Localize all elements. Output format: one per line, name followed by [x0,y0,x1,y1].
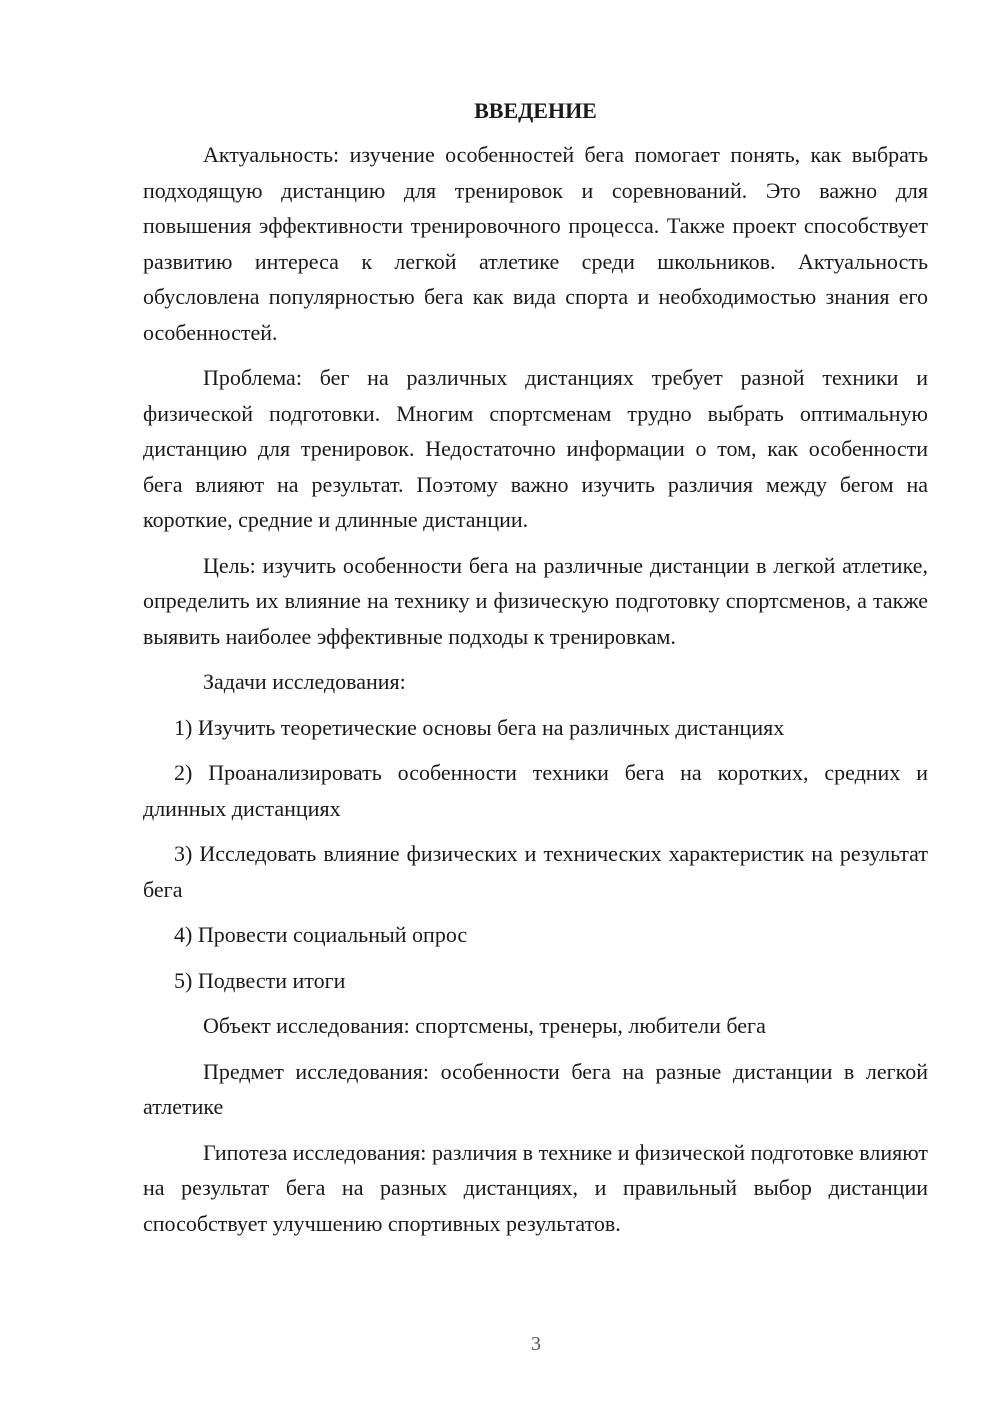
object-paragraph: Объект исследования: спортсмены, тренеры, любители бега [203,1013,766,1038]
subject-paragraph: Предмет исследования: особенности бега на разные дистанции в легкой атлетике [143,1058,928,1119]
task-item: 4) Провести социальный опрос [174,922,468,947]
task-item: 2) Проанализировать особенности техники бега на коротких, средних и длинных дистанциях [143,760,928,821]
task-item: 1) Изучить теоретические основы бега на различных дистанциях [174,714,785,740]
relevance-paragraph: Актуальность: изучение особенностей бега помогает понять, как выбрать подходящую дистанцию для тренировок и соревнований. Это важно для повышения эффективности тренировочного процесса. Также проект способствует развитию интереса к легкой атлетике среди школьников. Актуальность обусловлена популярностью бега как вида спорта и необходимостью знания его особенностей. [143,142,928,345]
problem-paragraph: Проблема: бег на различных дистанциях требует разной техники и физической подготовки. Многим спортсменам трудно выбрать оптимальную дистанцию для тренировок. Недостаточно информации о том, как особенности бега влияют на результат. Поэтому важно изучить различия между бегом на короткие, средние и длинные дистанции. [143,365,928,532]
task-item: 3) Исследовать влияние физических и технических характеристик на результат бега [143,841,928,902]
tasks-heading: Задачи исследования: [203,669,406,694]
document-body [143,95,928,1251]
goal-paragraph: Цель: изучить особенности бега на различные дистанции в легкой атлетике, определить их влияние на технику и физическую подготовку спортсменов, а также выявить наиболее эффективные подходы к тренировкам. [143,552,928,649]
page-number: 3 [531,1333,541,1355]
hypothesis-paragraph: Гипотеза исследования: различия в технике и физической подготовке влияют на результат бега на разных дистанциях, и правильный выбор дистанции способствует улучшению спортивных результатов. [143,1139,928,1236]
page-title: ВВЕДЕНИЕ [474,98,597,123]
task-item: 5) Подвести итоги [174,967,346,993]
